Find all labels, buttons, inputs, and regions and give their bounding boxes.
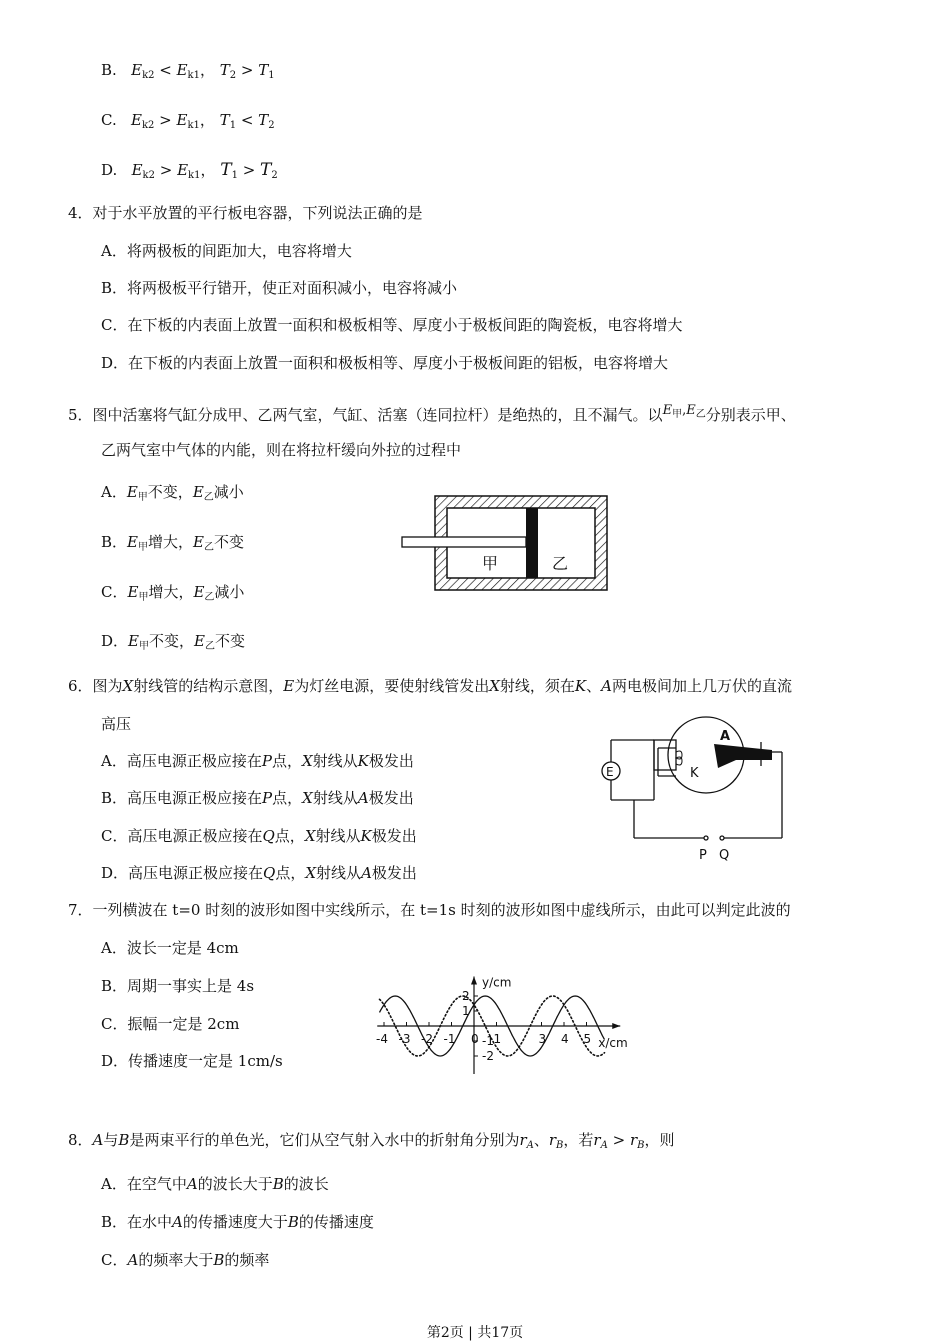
x-tick-label: 3 — [538, 1032, 547, 1046]
anode-a-label: A — [720, 729, 731, 744]
q5-option-a: A．$E_甲$不变，$E_乙$减小 — [101, 483, 244, 503]
cylinder-piston-figure — [400, 493, 612, 593]
q4-option-a: A．将两极板的间距加大，电容将增大 — [101, 242, 352, 260]
terminal-q-label: Q — [719, 848, 730, 863]
q4-option-b: B．将两极板平行错开，使正对面积减小，电容将减小 — [101, 279, 458, 297]
q6-stem: 6．图为X射线管的结构示意图，E为灯丝电源，要使射线管发出X射线，须在K、A两电极间加上几万伏的直流 — [68, 677, 793, 695]
q7-option-d: D．传播速度一定是 1cm/s — [101, 1052, 283, 1070]
x-tick-label: 4 — [561, 1032, 569, 1046]
page-footer: 第2页 | 共17页 — [426, 1325, 524, 1341]
filament-icon — [676, 751, 682, 765]
y-axis-label: y/cm — [482, 975, 512, 990]
x-tick-label: 0 — [471, 1032, 479, 1046]
q5-option-d: D．$E_甲$不变，$E_乙$不变 — [101, 632, 245, 652]
chamber-jia-label: 甲 — [482, 554, 499, 573]
y-tick-label: 2 — [462, 989, 470, 1003]
y-tick-label: 1 — [462, 1004, 470, 1018]
chamber-yi-label: 乙 — [552, 554, 569, 573]
x-tick-label: -4 — [376, 1032, 388, 1046]
q7-option-c: C．振幅一定是 2cm — [101, 1015, 240, 1033]
q6-option-d: D．高压电源正极应接在Q点，X射线从A极发出 — [101, 864, 417, 882]
q6-option-a: A．高压电源正极应接在P点，X射线从K极发出 — [101, 752, 414, 770]
y-axis-arrow — [471, 977, 477, 985]
x-axis-label: x/cm — [598, 1036, 628, 1050]
y-tick-label: -2 — [482, 1049, 494, 1063]
q3-option-b: B. $E_{k2} < E_{k1}$， $T_2 > T_1$ — [101, 61, 275, 81]
wave-chart — [360, 930, 660, 1102]
q4-option-d: D．在下板的内表面上放置一面积和极板相等、厚度小于极板间距的铝板，电容将增大 — [101, 354, 669, 372]
q7-option-b: B．周期一事实上是 4s — [101, 977, 255, 995]
q5-option-c: C．$E_甲$增大，$E_乙$减小 — [101, 583, 245, 603]
q4-option-c: C．在下板的内表面上放置一面积和极板相等、厚度小于极板间距的陶瓷板，电容将增大 — [101, 316, 683, 334]
q6-option-b: B．高压电源正极应接在P点，X射线从A极发出 — [101, 789, 414, 807]
q8-stem: 8．A与B是两束平行的单色光，它们从空气射入水中的折射角分别为$r_A$、$r_B$，若$r_A > r_B$，则 — [68, 1131, 675, 1151]
q5-option-b: B．$E_甲$增大，$E_乙$不变 — [101, 533, 244, 553]
x-tick-label: 5 — [583, 1032, 592, 1046]
x-tick-label: -1 — [443, 1032, 456, 1046]
x-tick-label: -2 — [421, 1032, 433, 1046]
q3-option-c: C. $E_{k2} > E_{k1}$， $T_1 < T_2$ — [101, 111, 275, 131]
q7-option-a: A．波长一定是 4cm — [101, 939, 239, 957]
q8-option-c: C．A的频率大于B的频率 — [101, 1251, 270, 1269]
terminal-p-label: P — [699, 848, 707, 863]
q4-stem: 4．对于水平放置的平行板电容器，下列说法正确的是 — [68, 204, 423, 222]
q7-stem: 7．一列横波在 t=0 时刻的波形如图中实线所示，在 t=1s 时刻的波形如图中虚线所示，由此可以判定此波的 — [68, 901, 791, 919]
q6-stem-continued: 高压 — [101, 715, 132, 733]
x-axis-arrow — [612, 1023, 620, 1029]
source-e-label: E — [606, 765, 614, 779]
xray-tube-figure — [596, 710, 791, 870]
q8-option-a: A．在空气中A的波长大于B的波长 — [101, 1175, 329, 1193]
q6-option-c: C．高压电源正极应接在Q点，X射线从K极发出 — [101, 827, 417, 845]
x-tick-label: -3 — [398, 1032, 411, 1046]
piston — [526, 508, 538, 578]
cathode-k-label: K — [690, 766, 699, 781]
q5-stem: 5．图中活塞将气缸分成甲、乙两气室，气缸、活塞（连同拉杆）是绝热的，且不漏气。以$E_甲,E_乙$分别表示甲、 — [68, 403, 796, 424]
q3-option-d: D. $E_{k2} > E_{k1}$， $T_1 > T_2$ — [101, 160, 278, 181]
y-tick-label: -1 — [482, 1034, 494, 1048]
q8-option-b: B．在水中A的传播速度大于B的传播速度 — [101, 1213, 374, 1231]
x-tick-label: 1 — [493, 1032, 502, 1046]
pull-rod — [402, 537, 526, 547]
q5-stem-continued: 乙两气室中气体的内能，则在将拉杆缓向外拉的过程中 — [101, 441, 462, 459]
